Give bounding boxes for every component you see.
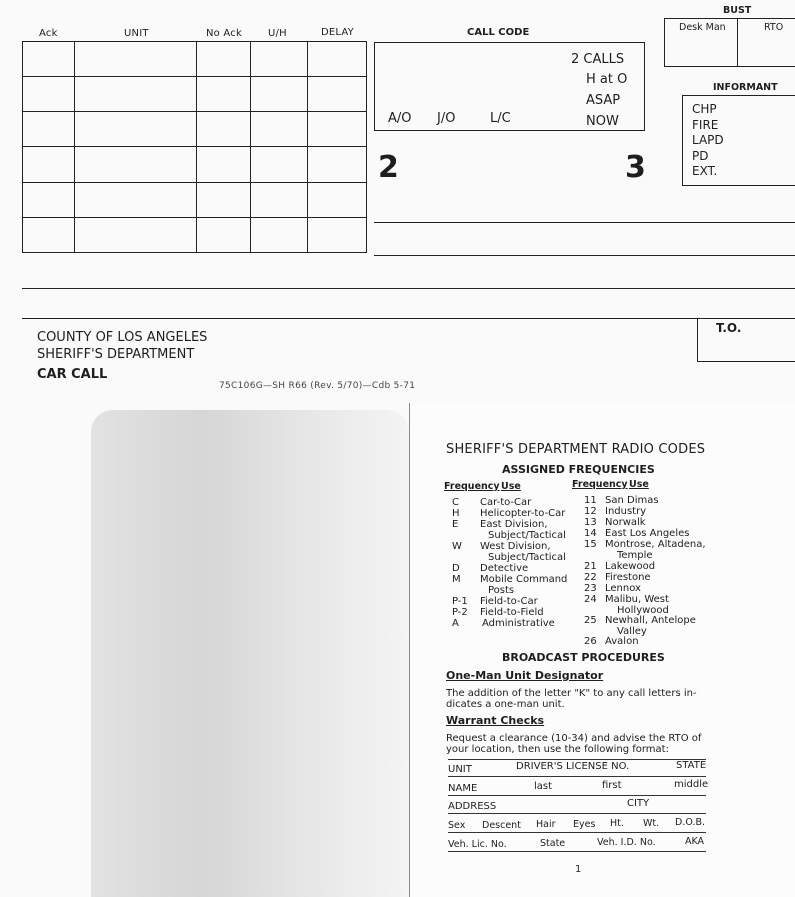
grid-cell[interactable] — [308, 217, 367, 252]
bust-desk-man-label: Desk Man — [679, 22, 726, 33]
grid-cell[interactable] — [197, 112, 251, 147]
format-license: DRIVER'S LICENSE NO. — [516, 761, 630, 772]
grid-cell[interactable] — [74, 182, 197, 217]
left-frequency-code: D — [452, 563, 460, 574]
left-frequency-code: W — [452, 541, 462, 552]
grid-cell[interactable] — [74, 147, 197, 182]
grid-row — [23, 77, 367, 112]
broadcast-procedures-title: BROADCAST PROCEDURES — [502, 651, 665, 664]
warrant-text-line: your location, then use the following format: — [446, 744, 669, 755]
grid-cell[interactable] — [308, 182, 367, 217]
grid-cell[interactable] — [197, 77, 251, 112]
format-middle: middle — [674, 779, 709, 790]
writing-line — [374, 222, 795, 223]
format-line — [448, 851, 706, 852]
to-box — [697, 318, 795, 362]
left-frequency-use: Administrative — [482, 618, 555, 629]
assigned-frequencies-title: ASSIGNED FREQUENCIES — [502, 463, 655, 476]
left-frequency-use: Posts — [488, 585, 515, 596]
call-code-now: NOW — [586, 114, 619, 129]
grid-row — [23, 182, 367, 217]
format-address: ADDRESS — [448, 801, 497, 812]
format-aka: AKA — [685, 836, 705, 847]
left-frequency-use: Mobile Command — [480, 574, 568, 585]
left-frequency-code: M — [452, 574, 461, 585]
grid-cell[interactable] — [23, 217, 75, 252]
left-frequency-use: Car-to-Car — [480, 497, 532, 508]
grid-row — [23, 112, 367, 147]
right-frequency-use: Hollywood — [617, 605, 669, 616]
right-use-header: Use — [629, 479, 649, 490]
writing-line — [22, 288, 795, 289]
box-number-3: 3 — [625, 150, 646, 185]
left-frequency-use: Subject/Tactical — [488, 530, 566, 541]
to-label: T.O. — [716, 321, 742, 335]
bust-box — [664, 18, 795, 67]
one-man-text-line: dicates a one-man unit. — [446, 699, 565, 710]
right-frequency-use: Malibu, West — [605, 594, 669, 605]
format-line — [448, 813, 706, 814]
col-ack-label: Ack — [39, 28, 58, 39]
right-frequency-code: 14 — [584, 528, 597, 539]
informant-pd: PD — [692, 148, 709, 163]
grid-cell[interactable] — [74, 77, 197, 112]
grid-cell[interactable] — [23, 42, 75, 77]
format-state: STATE — [676, 760, 707, 771]
informant-box — [682, 95, 795, 186]
left-frequency-header: Frequency — [444, 481, 500, 492]
format-unit: UNIT — [448, 764, 472, 775]
left-frequency-use: East Division, — [480, 519, 548, 530]
grid-cell[interactable] — [308, 147, 367, 182]
format-line — [448, 832, 706, 833]
call-code-ao: A/O — [388, 111, 412, 126]
format-ht: Ht. — [610, 818, 624, 829]
informant-chp: CHP — [692, 102, 717, 116]
grid-cell[interactable] — [251, 147, 308, 182]
warrant-text-line: Request a clearance (10-34) and advise the RTO of — [446, 733, 702, 744]
right-frequency-code: 21 — [584, 561, 597, 572]
grid-cell[interactable] — [197, 182, 251, 217]
right-frequency-code: 25 — [584, 615, 597, 626]
department-line: SHERIFF'S DEPARTMENT — [37, 347, 195, 362]
format-wt: Wt. — [643, 818, 660, 829]
call-code-2-calls: 2 CALLS — [571, 52, 625, 67]
call-code-lc: L/C — [490, 111, 511, 126]
right-frequency-use: Industry — [605, 506, 647, 517]
right-frequency-use: Norwalk — [605, 517, 646, 528]
right-frequency-use: Lennox — [605, 583, 641, 594]
left-frequency-use: Field-to-Car — [480, 596, 538, 607]
call-code-h-at-o: H at O — [586, 72, 628, 87]
grid-row — [23, 217, 367, 252]
writing-line — [374, 255, 795, 256]
informant-title: INFORMANT — [713, 82, 778, 93]
grid-cell[interactable] — [251, 42, 308, 77]
grid-cell[interactable] — [23, 77, 75, 112]
informant-ext: EXT. — [692, 164, 718, 178]
bust-rto-label: RTO — [764, 22, 784, 33]
left-frequency-code: P-2 — [452, 607, 468, 618]
format-dob: D.O.B. — [675, 817, 705, 828]
right-frequency-use: Firestone — [605, 572, 651, 583]
format-hair: Hair — [536, 819, 556, 830]
car-call-title: CAR CALL — [37, 367, 108, 382]
grid-cell[interactable] — [74, 112, 197, 147]
left-use-header: Use — [501, 481, 521, 492]
grid-cell[interactable] — [74, 42, 197, 77]
grid-cell[interactable] — [251, 77, 308, 112]
county-header — [37, 329, 207, 383]
informant-fire: FIRE — [692, 117, 719, 132]
left-frequency-use: Subject/Tactical — [488, 552, 566, 563]
left-frequency-use: West Division, — [480, 541, 551, 552]
grid-cell[interactable] — [74, 217, 197, 252]
format-city: CITY — [627, 798, 650, 809]
right-frequency-use: Avalon — [605, 636, 639, 647]
grid-cell[interactable] — [197, 147, 251, 182]
col-delay-label: DELAY — [321, 27, 354, 38]
grid-cell[interactable] — [197, 217, 251, 252]
right-frequency-code: 12 — [584, 506, 597, 517]
one-man-unit-title: One-Man Unit Designator — [446, 669, 604, 682]
format-line — [448, 776, 706, 777]
right-frequency-use: Lakewood — [605, 561, 656, 572]
call-code-box — [374, 42, 645, 131]
form-number: 75C106G—SH R66 (Rev. 5/70)—Cdb 5-71 — [219, 381, 416, 391]
warrant-checks-title: Warrant Checks — [446, 714, 545, 727]
grid-cell[interactable] — [197, 42, 251, 77]
call-code-asap: ASAP — [586, 93, 621, 108]
bust-title: BUST — [723, 5, 752, 16]
format-veh-state: State — [540, 838, 566, 849]
right-frequency-use: San Dimas — [605, 495, 659, 506]
informant-lapd: LAPD — [692, 133, 724, 147]
format-veh-lic: Veh. Lic. No. — [448, 839, 507, 850]
right-frequency-header: Frequency — [572, 479, 628, 490]
grid-cell[interactable] — [308, 112, 367, 147]
radio-codes-page — [409, 403, 795, 897]
col-no-ack-label: No Ack — [206, 28, 242, 39]
right-frequency-use: Temple — [617, 550, 653, 561]
right-frequency-code: 22 — [584, 572, 597, 583]
blank-sheet — [91, 410, 409, 897]
dispatch-log-grid — [22, 41, 367, 253]
right-frequency-code: 13 — [584, 517, 597, 528]
right-frequency-use: Montrose, Altadena, — [605, 539, 706, 550]
left-frequency-code: C — [452, 497, 459, 508]
left-frequency-code: A — [452, 618, 459, 629]
right-frequency-use: Valley — [617, 626, 647, 637]
left-frequency-use: Helicopter-to-Car — [480, 508, 566, 519]
right-frequency-code: 26 — [584, 636, 597, 647]
right-frequency-code: 24 — [584, 594, 597, 605]
one-man-text-line: The addition of the letter "K" to any call letters in- — [446, 688, 697, 699]
format-descent: Descent — [482, 820, 521, 831]
call-code-title: CALL CODE — [467, 27, 530, 38]
format-last: last — [534, 781, 553, 792]
grid-cell[interactable] — [251, 182, 308, 217]
grid-cell[interactable] — [308, 77, 367, 112]
box-number-2: 2 — [378, 150, 399, 185]
grid-cell[interactable] — [23, 182, 75, 217]
left-frequency-use: Detective — [480, 563, 529, 574]
call-code-jo: J/O — [437, 111, 456, 126]
format-line — [448, 759, 706, 760]
format-eyes: Eyes — [573, 819, 596, 830]
writing-line — [22, 318, 795, 319]
page-number: 1 — [575, 864, 582, 875]
format-first: first — [602, 780, 622, 791]
right-frequency-code: 23 — [584, 583, 597, 594]
right-frequency-code: 11 — [584, 495, 597, 506]
left-frequency-code: P-1 — [452, 596, 468, 607]
left-frequency-use: Field-to-Field — [480, 607, 544, 618]
format-sex: Sex — [448, 820, 466, 831]
radio-codes-title: SHERIFF'S DEPARTMENT RADIO CODES — [446, 442, 706, 457]
right-frequency-code: 15 — [584, 539, 597, 550]
grid-cell[interactable] — [251, 112, 308, 147]
col-unit-label: UNIT — [124, 28, 149, 39]
grid-cell[interactable] — [23, 112, 75, 147]
grid-cell[interactable] — [23, 147, 75, 182]
grid-row — [23, 147, 367, 182]
left-frequency-code: H — [452, 508, 460, 519]
col-uh-label: U/H — [268, 28, 287, 39]
left-frequency-code: E — [452, 519, 459, 530]
format-veh-id: Veh. I.D. No. — [597, 837, 656, 848]
right-frequency-use: East Los Angeles — [605, 528, 690, 539]
format-name: NAME — [448, 783, 478, 794]
county-line: COUNTY OF LOS ANGELES — [37, 330, 208, 345]
grid-cell[interactable] — [251, 217, 308, 252]
grid-cell[interactable] — [308, 42, 367, 77]
right-frequency-use: Newhall, Antelope — [605, 615, 696, 626]
grid-row — [23, 42, 367, 77]
format-line — [448, 795, 706, 796]
